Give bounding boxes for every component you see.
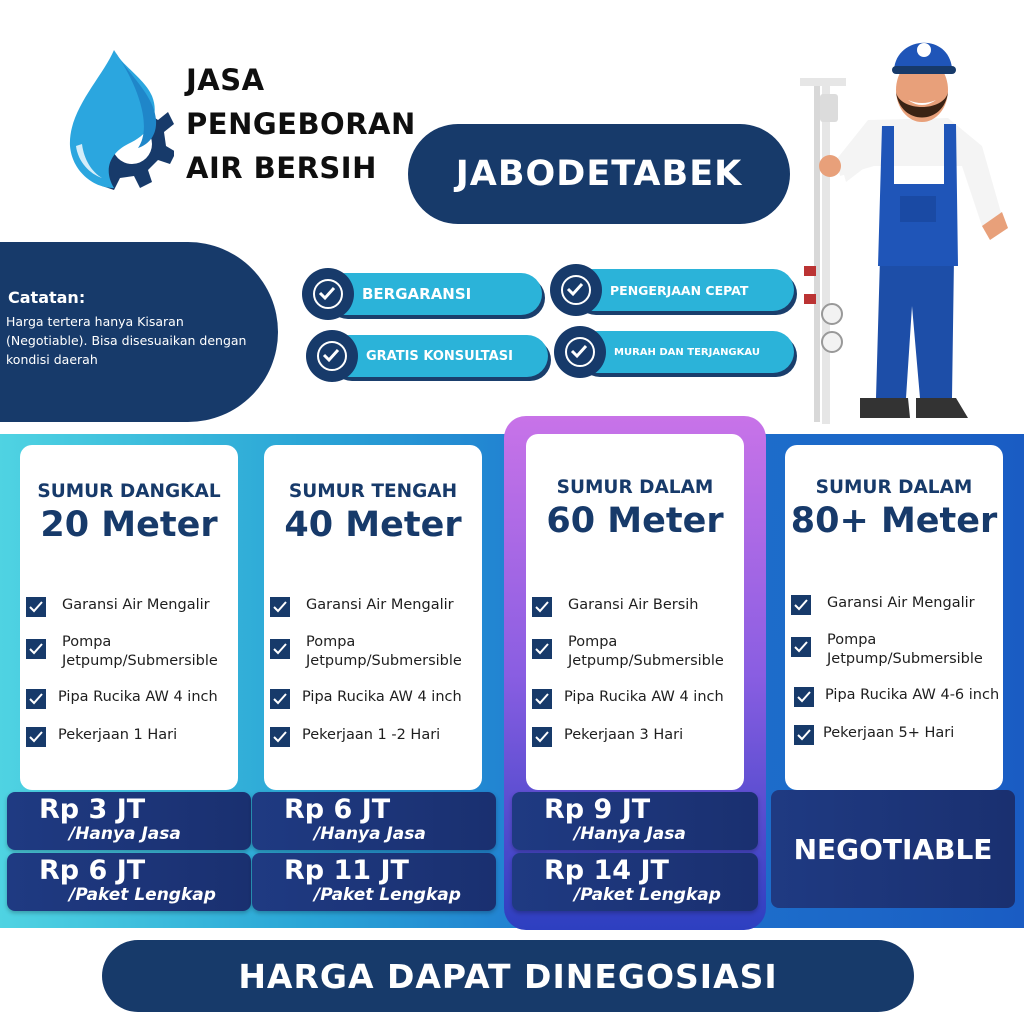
package-depth: 60 Meter	[546, 501, 724, 541]
feature-murah	[554, 326, 794, 378]
check-circle-icon	[550, 264, 602, 316]
price-negotiable-80m: NEGOTIABLE	[771, 790, 1015, 908]
check-circle-icon	[554, 326, 606, 378]
checkbox-icon	[532, 727, 552, 747]
checkbox-icon	[270, 597, 290, 617]
package-depth: 40 Meter	[284, 505, 462, 545]
price-lengkap-20m: Rp 6 JT /Paket Lengkap	[7, 853, 251, 911]
checkbox-icon	[26, 597, 46, 617]
page-title	[186, 58, 416, 190]
title-line-3: AIR BERSIH	[186, 151, 377, 185]
package-name: SUMUR DALAM	[815, 477, 973, 498]
package-name: SUMUR DALAM	[556, 477, 714, 498]
negotiable-banner: HARGA DAPAT DINEGOSIASI	[102, 940, 914, 1012]
package-card-40m[interactable]: SUMUR TENGAH 40 Meter Garansi Air Mengalir Pompa Jetpump/Submersible Pipa Rucika AW 4 inch Pekerjaan 1 -2 Hari	[264, 445, 482, 790]
feature-label: GRATIS KONSULTASI	[366, 348, 513, 364]
check-circle-icon	[306, 330, 358, 382]
checkbox-icon	[794, 687, 814, 707]
package-name: SUMUR TENGAH	[288, 481, 458, 502]
title-line-2: PENGEBORAN	[186, 107, 416, 141]
checkbox-icon	[26, 727, 46, 747]
check-circle-icon	[302, 268, 354, 320]
checkbox-icon	[270, 727, 290, 747]
feature-label: BERGARANSI	[362, 285, 472, 303]
package-card-60m[interactable]: SUMUR DALAM 60 Meter Garansi Air Bersih Pompa Jetpump/Submersible Pipa Rucika AW 4 inch Pekerjaan 3 Hari	[526, 434, 744, 790]
note-panel	[0, 242, 278, 422]
checkbox-icon	[791, 637, 811, 657]
checkbox-icon	[26, 639, 46, 659]
price-jasa-40m: Rp 6 JT /Hanya Jasa	[252, 792, 496, 850]
price-lengkap-60m: Rp 14 JT /Paket Lengkap	[512, 853, 758, 911]
feature-label: MURAH DAN TERJANGKAU	[614, 346, 760, 358]
water-drop-gear-logo	[62, 48, 174, 198]
plumber-illustration	[796, 26, 1018, 424]
checkbox-icon	[270, 639, 290, 659]
feature-bergaransi	[302, 268, 542, 320]
checkbox-icon	[794, 725, 814, 745]
note-text: Harga tertera hanya Kisaran (Negotiable). Bisa disesuaikan dengan kondisi daerah	[6, 314, 247, 367]
title-line-1: JASA	[186, 63, 265, 97]
price-lengkap-40m: Rp 11 JT /Paket Lengkap	[252, 853, 496, 911]
package-card-20m[interactable]: SUMUR DANGKAL 20 Meter Garansi Air Mengalir Pompa Jetpump/Submersible Pipa Rucika AW 4 inch Pekerjaan 1 Hari	[20, 445, 238, 790]
checkbox-icon	[270, 689, 290, 709]
note-title: Catatan:	[8, 288, 86, 307]
region-badge: JABODETABEK	[408, 124, 790, 224]
feature-label: PENGERJAAN CEPAT	[610, 282, 749, 298]
package-depth: 20 Meter	[40, 505, 218, 545]
feature-gratis-konsultasi	[306, 330, 548, 382]
price-jasa-60m: Rp 9 JT /Hanya Jasa	[512, 792, 758, 850]
package-name: SUMUR DANGKAL	[37, 481, 221, 502]
package-depth: 80+ Meter	[790, 501, 998, 541]
package-card-80m[interactable]: SUMUR DALAM 80+ Meter Garansi Air Mengalir Pompa Jetpump/Submersible Pipa Rucika AW 4-6 inch Pekerjaan 5+ Hari	[785, 445, 1003, 790]
checkbox-icon	[532, 597, 552, 617]
checkbox-icon	[26, 689, 46, 709]
price-jasa-20m: Rp 3 JT /Hanya Jasa	[7, 792, 251, 850]
checkbox-icon	[532, 689, 552, 709]
checkbox-icon	[532, 639, 552, 659]
feature-pengerjaan-cepat	[550, 264, 794, 316]
checkbox-icon	[791, 595, 811, 615]
